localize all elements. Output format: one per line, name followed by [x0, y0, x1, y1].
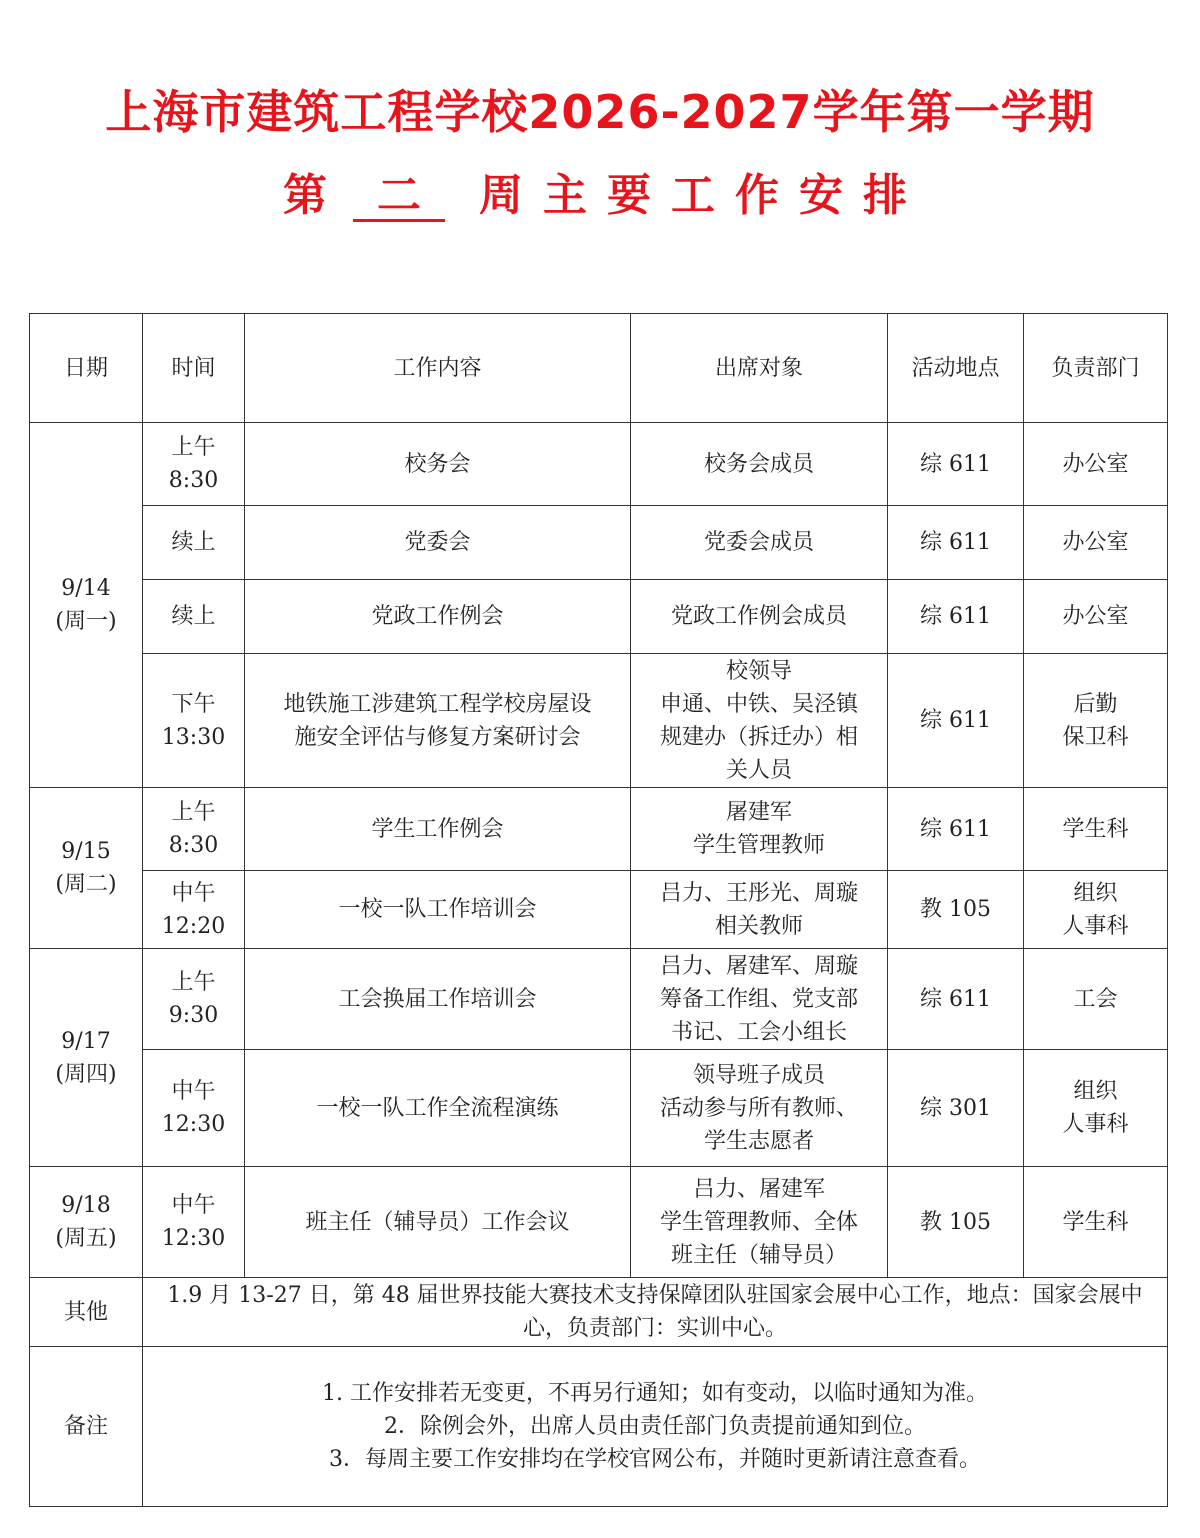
- column-header: 负责部门: [1024, 314, 1168, 423]
- attendees-cell: 吕力、屠建军 学生管理教师、全体 班主任（辅导员）: [631, 1167, 888, 1278]
- time-cell: 续上: [143, 580, 245, 654]
- content-cell: 学生工作例会: [245, 788, 631, 871]
- date-cell: 9/17 (周四): [30, 949, 143, 1167]
- time-cell: 下午 13:30: [143, 654, 245, 788]
- location-cell: 教 105: [888, 871, 1024, 949]
- dept-cell: 组织 人事科: [1024, 871, 1168, 949]
- table-row: [30, 1167, 1168, 1278]
- location-cell: 综 611: [888, 423, 1024, 506]
- location-cell: 综 611: [888, 580, 1024, 654]
- week-title: [0, 166, 1200, 226]
- table-row: [30, 788, 1168, 871]
- date-cell: 9/18 (周五): [30, 1167, 143, 1278]
- content-cell: 党政工作例会: [245, 580, 631, 654]
- week-title-char: 要: [607, 170, 651, 221]
- schedule-table: [29, 313, 1168, 1507]
- content-cell: 班主任（辅导员）工作会议: [245, 1167, 631, 1278]
- attendees-cell: 屠建军 学生管理教师: [631, 788, 888, 871]
- document-title: 上海市建筑工程学校2026-2027学年第一学期: [105, 85, 1095, 139]
- attendees-cell: 吕力、屠建军、周璇 筹备工作组、党支部 书记、工会小组长: [631, 949, 888, 1050]
- location-cell: 综 611: [888, 654, 1024, 788]
- week-number: 二: [353, 173, 445, 222]
- content-cell: 工会换届工作培训会: [245, 949, 631, 1050]
- dept-cell: 后勤 保卫科: [1024, 654, 1168, 788]
- column-header: 工作内容: [245, 314, 631, 423]
- time-cell: 上午 8:30: [143, 788, 245, 871]
- time-cell: 上午 9:30: [143, 949, 245, 1050]
- week-title-char: 作: [735, 170, 779, 221]
- other-label: 其他: [30, 1278, 143, 1347]
- note-item: 3．每周主要工作安排均在学校官网公布，并随时更新请注意查看。: [329, 1447, 981, 1472]
- other-row: [30, 1278, 1168, 1347]
- time-cell: 上午 8:30: [143, 423, 245, 506]
- header-row: [30, 314, 1168, 423]
- time-cell: 中午 12:30: [143, 1167, 245, 1278]
- note-item: 2．除例会外，出席人员由责任部门负责提前通知到位。: [384, 1414, 926, 1439]
- week-prefix: 第: [283, 170, 327, 221]
- time-cell: 续上: [143, 506, 245, 580]
- column-header: 时间: [143, 314, 245, 423]
- table-row: [30, 506, 1168, 580]
- column-header: 活动地点: [888, 314, 1024, 423]
- week-title-char: 周: [479, 170, 523, 221]
- time-cell: 中午 12:30: [143, 1050, 245, 1167]
- date-cell: 9/15 (周二): [30, 788, 143, 949]
- table-row: [30, 580, 1168, 654]
- date-cell: 9/14 (周一): [30, 423, 143, 788]
- location-cell: 综 301: [888, 1050, 1024, 1167]
- column-header: 出席对象: [631, 314, 888, 423]
- dept-cell: 学生科: [1024, 788, 1168, 871]
- other-text: 1.9 月 13-27 日，第 48 届世界技能大赛技术支持保障团队驻国家会展中心工作，地点：国家会展中心，负责部门：实训中心。: [143, 1278, 1168, 1347]
- attendees-cell: 领导班子成员 活动参与所有教师、 学生志愿者: [631, 1050, 888, 1167]
- table-row: [30, 949, 1168, 1050]
- table-row: [30, 423, 1168, 506]
- time-cell: 中午 12:20: [143, 871, 245, 949]
- week-title-char: 排: [863, 170, 907, 221]
- notes-row: [30, 1347, 1168, 1507]
- note-item: 1. 工作安排若无变更，不再另行通知；如有变动，以临时通知为准。: [322, 1381, 988, 1406]
- table-row: [30, 654, 1168, 788]
- notes-label: 备注: [30, 1347, 143, 1507]
- location-cell: 教 105: [888, 1167, 1024, 1278]
- table-row: [30, 871, 1168, 949]
- location-cell: 综 611: [888, 506, 1024, 580]
- content-cell: 党委会: [245, 506, 631, 580]
- attendees-cell: 校务会成员: [631, 423, 888, 506]
- dept-cell: 组织 人事科: [1024, 1050, 1168, 1167]
- attendees-cell: 校领导 申通、中铁、吴泾镇 规建办（拆迁办）相 关人员: [631, 654, 888, 788]
- week-title-char: 主: [543, 170, 587, 221]
- dept-cell: 办公室: [1024, 506, 1168, 580]
- location-cell: 综 611: [888, 788, 1024, 871]
- dept-cell: 办公室: [1024, 580, 1168, 654]
- table-row: [30, 1050, 1168, 1167]
- content-cell: 一校一队工作培训会: [245, 871, 631, 949]
- content-cell: 一校一队工作全流程演练: [245, 1050, 631, 1167]
- dept-cell: 工会: [1024, 949, 1168, 1050]
- week-title-char: 工: [671, 170, 715, 221]
- content-cell: 地铁施工涉建筑工程学校房屋设 施安全评估与修复方案研讨会: [245, 654, 631, 788]
- notes-cell: [143, 1347, 1168, 1507]
- attendees-cell: 党委会成员: [631, 506, 888, 580]
- dept-cell: 学生科: [1024, 1167, 1168, 1278]
- content-cell: 校务会: [245, 423, 631, 506]
- dept-cell: 办公室: [1024, 423, 1168, 506]
- location-cell: 综 611: [888, 949, 1024, 1050]
- attendees-cell: 吕力、王彤光、周璇 相关教师: [631, 871, 888, 949]
- week-title-char: 安: [799, 170, 843, 221]
- column-header: 日期: [30, 314, 143, 423]
- attendees-cell: 党政工作例会成员: [631, 580, 888, 654]
